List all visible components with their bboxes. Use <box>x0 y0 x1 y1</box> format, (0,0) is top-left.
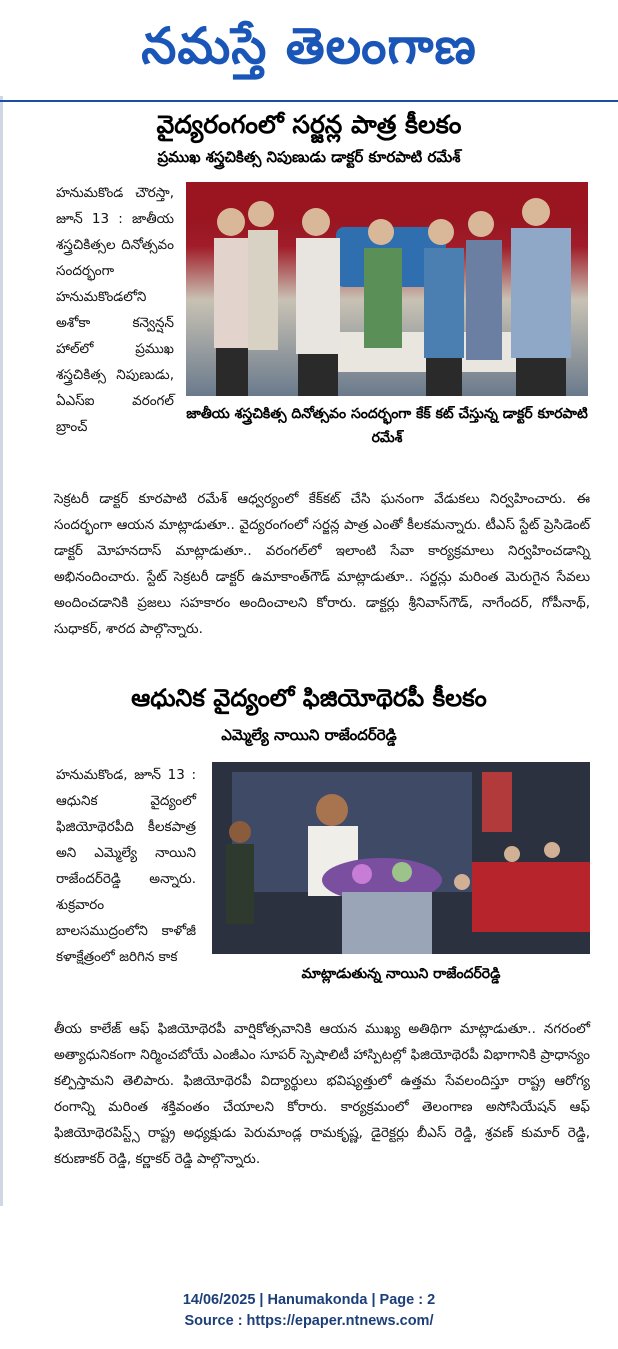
newspaper-logo: నమస్తే తెలంగాణ <box>141 17 477 75</box>
cake-cutting-photo-illustration <box>186 182 588 396</box>
masthead <box>0 0 618 102</box>
article1-photo-caption: జాతీయ శస్త్రచికిత్స దినోత్సవం సందర్భంగా కేక్ కట్ చేస్తున్న డాక్టర్ కూరపాటి రమేశ్ <box>186 406 588 446</box>
article2-subheadline: ఎమ్మెల్యే నాయిని రాజేందర్‌రెడ్డి <box>221 726 397 744</box>
article2-intro-column: హనుమకొండ, జూన్ 13 : ఆధునిక వైద్యంలో ఫిజియోథెరపీది కీలకపాత్ర అని ఎమ్మెల్యే నాయిని రాజేందర్‌రెడ్డి అన్నారు. శుక్రవారం బాలసముద్రంలోని కాళోజీ కళాక్షేత్రంలో జరిగిన కాక <box>56 767 196 965</box>
article2-headline: ఆధునిక వైద్యంలో ఫిజియోథెరపీ కీలకం <box>131 684 487 712</box>
stage-speech-photo-illustration <box>212 762 590 954</box>
page-left-rule <box>0 96 3 1206</box>
article1-body: సెక్రటరీ డాక్టర్ కూరపాటి రమేశ్ ఆధ్వర్యంలో కేక్‌కట్ చేసి ఘనంగా వేడుకలు నిర్వహించారు. ఈ సందర్భంగా ఆయన మాట్లాడుతూ.. వైద్యరంగంలో సర్జన్ల పాత్ర ఎంతో కీలకమన్నారు. టీఎస్ స్టేట్ ప్రెసిడెంట్ డాక్టర్ మోహనదాస్ మాట్లాడుతూ.. వరంగల్‌లో ఇలాంటి సేవా కార్యక్రమాలు నిర్వహించడాన్ని అభినందించారు. స్టేట్ సెక్రటరీ డాక్టర్ ఉమాకాంత్‌గౌడ్ మాట్లాడుతూ.. సర్జన్లు మరింత మెరుగైన సేవలు అందించడానికి ప్రజలు సహకారం అందించాలని కోరారు. డాక్టర్లు శ్రీనివాస్‌గౌడ్, నాగేందర్, గోపీనాథ్, సుధాకర్, శారద పాల్గొన్నారు. <box>54 491 590 637</box>
article2-body: తీయ కాలేజ్ ఆఫ్ ఫిజియోథెరపీ వార్షికోత్సవానికి ఆయన ముఖ్య అతిథిగా మాట్లాడుతూ.. నగరంలో అత్యాధునికంగా నిర్మించబోయే ఎంజీఎం సూపర్ స్పెషాలిటీ హాస్పిటల్లో ఫిజియోథెరపీ విభాగానికి ప్రాధాన్యం కల్పిస్తామని తెలిపారు. ఫిజియోథెరపీ విద్యార్థులు భవిష్యత్తులో ఉత్తమ సేవలందిస్తూ రాష్ట్ర ఆరోగ్య రంగాన్ని మరింత శక్తివంతం చేయాలని కోరారు. కార్యక్రమంలో తెలంగాణ అసోసియేషన్ ఆఫ్ ఫిజియోథెరపిస్ట్స్ రాష్ట్ర అధ్యక్షుడు పెరుమాండ్ల రామకృష్ణ, డైరెక్టర్లు బీఎస్ రెడ్డి, శ్రవణ్ కుమార్ రెడ్డి, కరుణాకర్ రెడ్డి, కర్ణాకర్ రెడ్డి పాల్గొన్నారు. <box>54 1021 590 1167</box>
article1-headline: వైద్యరంగంలో సర్జన్ల పాత్ర కీలకం <box>156 110 462 139</box>
article1-subheadline: ప్రముఖ శస్త్రచికిత్స నిపుణుడు డాక్టర్ కూరపాటి రమేశ్ <box>157 148 461 166</box>
article2-photo-caption: మాట్లాడుతున్న నాయిని రాజేందర్‌రెడ్డి <box>301 966 501 982</box>
footer-source-link[interactable]: Source : https://epaper.ntnews.com/ <box>184 1313 434 1329</box>
article1-intro-column: హనుమకొండ చౌరస్తా, జూన్ 13 : జాతీయ శస్త్రచికిత్సల దినోత్సవం సందర్భంగా హనుమకొండలోని అశోకా కన్వెన్షన్ హాల్‌లో ప్రముఖ శస్త్రచికిత్స నిపుణుడు, ఏఎస్‌ఐ వరంగల్ బ్రాంచ్ <box>56 185 174 435</box>
article2-photo <box>212 762 590 954</box>
footer-date-edition: 14/06/2025 | Hanumakonda | Page : 2 <box>182 1292 436 1308</box>
article1-photo <box>186 182 588 396</box>
